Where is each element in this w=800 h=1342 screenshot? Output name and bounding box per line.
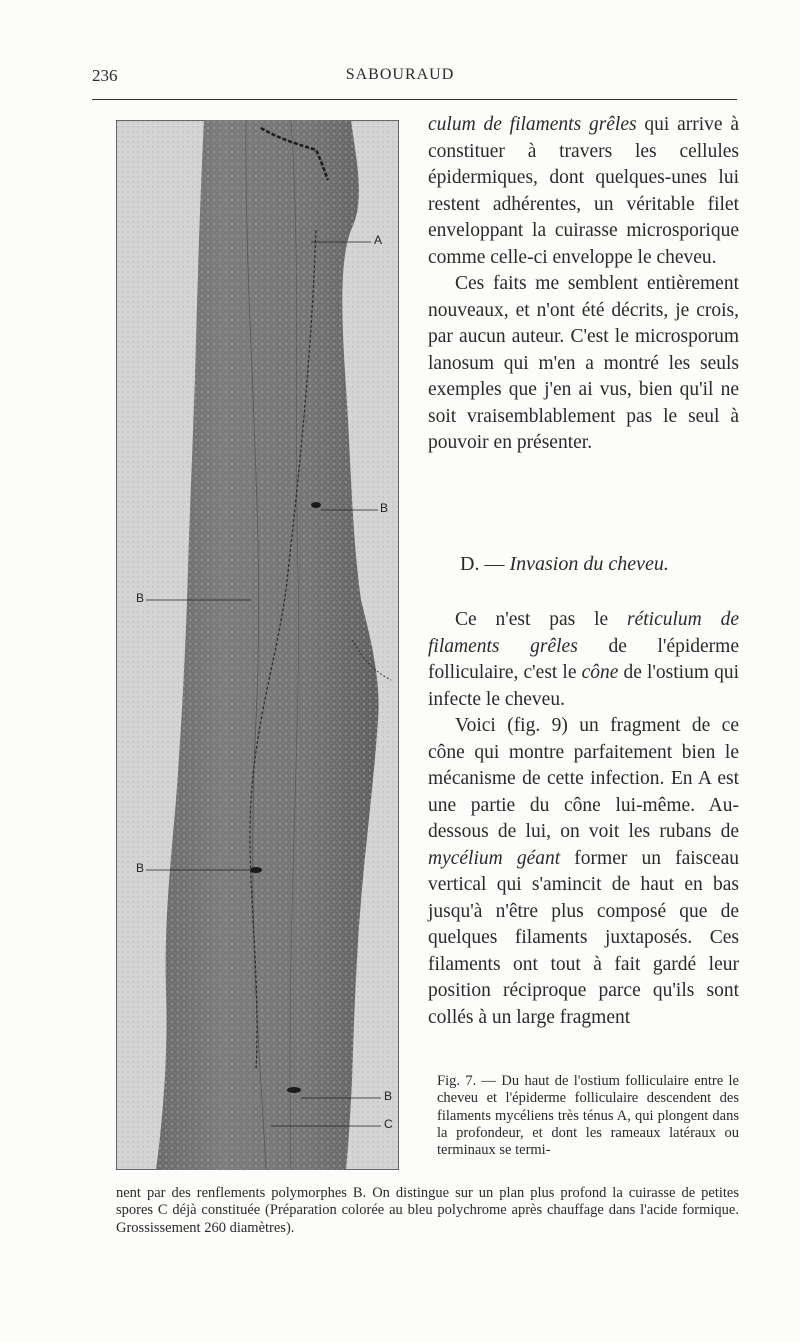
section-title: Invasion du cheveu. (509, 553, 669, 575)
figure-label-a: A (374, 233, 383, 247)
italic-text: réticulum de filaments grêles (428, 609, 739, 657)
paragraph-2: Ces faits me semblent entièrement nouveaux, et n'ont été décrits, je crois, par aucun auteur. C'est le microsporum lanosum qui m'en a montré les seuls exemples que j'en ai vus, bien qu'il ne soit vraisemblablement pas le seul à pouvoir en présenter. (428, 273, 739, 453)
figure-label-b-bottom: B (384, 1089, 393, 1103)
italic-text: cône (581, 662, 619, 683)
figure-caption-part1: Fig. 7. — Du haut de l'ostium folliculaire entre le cheveu et l'épiderme folliculaire descendent des filaments mycéliens très ténus A, qui plongent dans la profondeur, et dont les rameaux latéraux ou terminaux se termi- (437, 1073, 739, 1159)
paragraph-text: de l'ostium qui infecte le cheveu. (428, 662, 739, 710)
text-column-top (428, 112, 739, 457)
header-rule (92, 99, 737, 100)
paragraph-text: former un faisceau vertical qui s'amincit de haut en bas jusqu'à n'être plus composé que de quelques filaments juxtaposés. Ces filaments ont tout à fait gardé leur position réciproque parce qu'ils sont collés à un large fragment (428, 847, 739, 1028)
paragraph-4 (428, 713, 739, 1031)
text-column-bottom (428, 607, 739, 1031)
paragraph-continuation (428, 112, 739, 271)
italic-text: culum de (428, 114, 502, 135)
micrograph-image (116, 120, 399, 1170)
italic-text: mycélium géant (428, 847, 561, 869)
running-title: SABOURAUD (345, 66, 455, 83)
figure-label-b-left: B (136, 591, 145, 605)
figure-label-b-mid: B (136, 861, 145, 875)
figure-label-b-top: B (380, 501, 389, 515)
paragraph-text: de l'épiderme folliculaire, c'est le (428, 635, 739, 683)
figure-caption-part2: nent par des renflements polymorphes B. On distingue sur un plan plus profond la cuirasse de petites spores C déjà constituée (Préparation colorée au bleu polychrome après chauffage dans l'acide formique. Grossissement 260 diamètres). (116, 1185, 739, 1236)
page-number: 236 (92, 66, 118, 85)
section-heading (460, 553, 669, 576)
paragraph-text: qui arrive à constituer à travers les cellules épidermiques, dont quelques-unes lui restent adhérentes, un véritable filet enveloppant la cuirasse microsporique comme celle-ci enveloppe le cheveu. (428, 114, 740, 268)
section-prefix: D. — (460, 553, 510, 575)
paragraph-text: Voici (fig. 9) un fragment de ce cône qui montre parfaitement bien le mécanisme de cette infection. En A est une partie du cône lui-même. Au-dessous de lui, on voit les rubans de (428, 715, 739, 842)
micrograph-figure (116, 120, 399, 1170)
paragraph-3 (428, 607, 739, 713)
italic-text: filaments grêles (509, 114, 637, 135)
figure-label-c: C (384, 1117, 393, 1131)
paragraph-text: Ce n'est pas le (455, 609, 628, 630)
